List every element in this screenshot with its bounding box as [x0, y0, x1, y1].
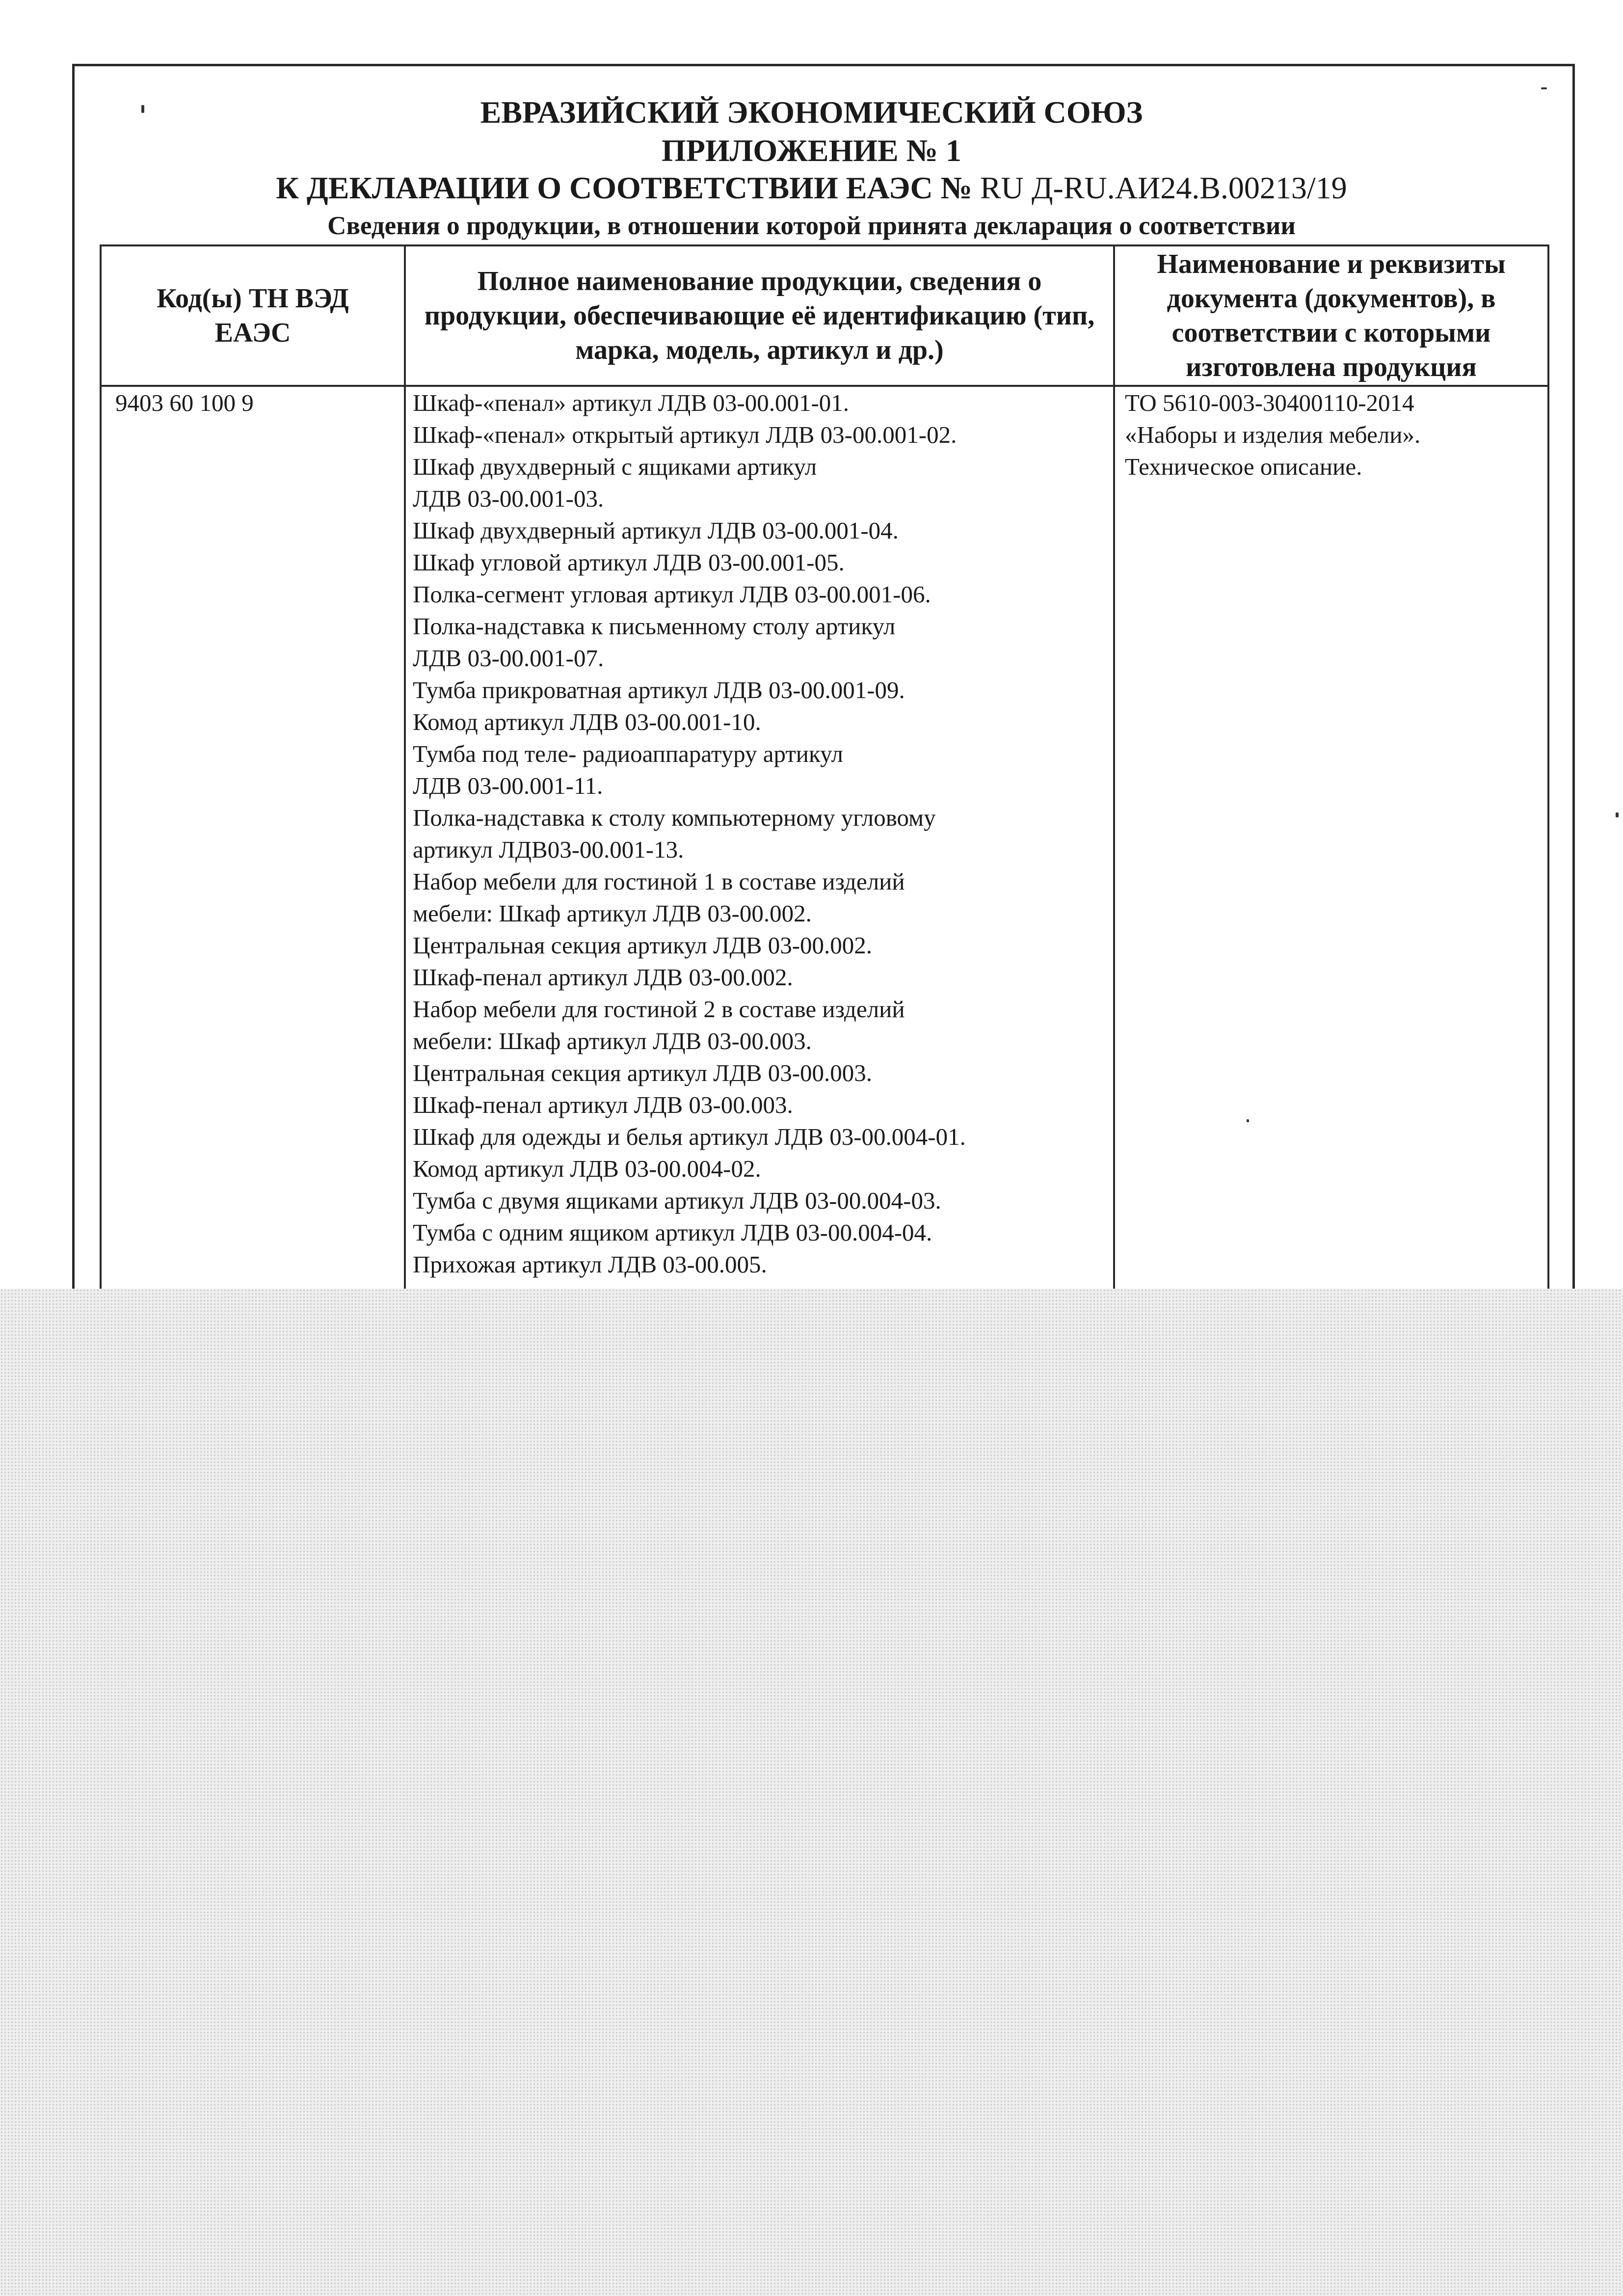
product-line: Комод артикул ЛДВ 03-00.001-10. — [413, 708, 761, 735]
product-line: ЛДВ 03-00.001-03. — [413, 485, 604, 512]
column-header-product-name: Полное наименование продукции, сведения о продукции, обеспечивающие её идентификацию (тип, марка, модель, артикул и др.) — [405, 245, 1114, 386]
product-line: Комод артикул ЛДВ 03-00.004-02. — [413, 1155, 761, 1182]
product-line: Набор мебели для гостиной 1 в составе изделий — [413, 868, 905, 895]
table-row — [101, 386, 1548, 1294]
product-line: Шкаф-«пенал» открытый артикул ЛДВ 03-00.001-02. — [413, 421, 957, 448]
product-line: Полка-надставка к письменному столу артикул — [413, 613, 896, 640]
product-line: ЛДВ 03-00.001-11. — [413, 772, 603, 799]
tnved-code-cell — [101, 386, 405, 1294]
column-header-code: Код(ы) ТН ВЭД ЕАЭС — [101, 245, 405, 386]
declaration-title — [0, 170, 1623, 206]
product-list-cell — [405, 386, 1114, 1294]
product-line: Шкаф-«пенал» артикул ЛДВ 03-00.001-01. — [413, 389, 850, 416]
tnved-code: 9403 60 100 9 — [115, 389, 254, 416]
product-line: Тумба под теле- радиоаппаратуру артикул — [413, 740, 843, 767]
scan-speck — [1541, 87, 1547, 89]
declaration-number: RU Д-RU.АИ24.В.00213/19 — [980, 170, 1347, 205]
product-line: Шкаф двухдверный артикул ЛДВ 03-00.001-04. — [413, 517, 899, 544]
product-line: Тумба с двумя ящиками артикул ЛДВ 03-00.004-03. — [413, 1187, 941, 1214]
product-line: Центральная секция артикул ЛДВ 03-00.002. — [413, 932, 873, 959]
appendix-title: ПРИЛОЖЕНИЕ № 1 — [661, 133, 962, 168]
product-line: мебели: Шкаф артикул ЛДВ 03-00.002. — [413, 900, 812, 927]
document-line: «Наборы и изделия мебели». — [1125, 421, 1421, 448]
product-line: Тумба с одним ящиком артикул ЛДВ 03-00.004-04. — [413, 1219, 932, 1246]
declaration-title-label: К ДЕКЛАРАЦИИ О СООТВЕТСТВИИ ЕАЭС № — [276, 170, 972, 205]
products-table — [100, 244, 1549, 1295]
union-title: ЕВРАЗИЙСКИЙ ЭКОНОМИЧЕСКИЙ СОЮЗ — [480, 95, 1143, 130]
product-line: Шкаф двухдверный с ящиками артикул — [413, 453, 817, 480]
product-line: Тумба прикроватная артикул ЛДВ 03-00.001-09. — [413, 676, 905, 703]
product-line: Полка-надставка к столу компьютерному угловому — [413, 804, 936, 831]
product-line: Центральная секция артикул ЛДВ 03-00.003. — [413, 1059, 873, 1086]
product-line: Прихожая артикул ЛДВ 03-00.005. — [413, 1251, 767, 1278]
product-line: Шкаф для одежды и белья артикул ЛДВ 03-00.004-01. — [413, 1123, 966, 1150]
scan-speck — [1616, 812, 1619, 817]
document-line: ТО 5610-003-30400110-2014 — [1125, 389, 1414, 416]
product-line: Набор мебели для гостиной 2 в составе изделий — [413, 996, 905, 1023]
column-header-documents: Наименование и реквизиты документа (документов), в соответствии с которыми изготовлена продукция — [1114, 245, 1548, 386]
product-line: Полка-сегмент угловая артикул ЛДВ 03-00.001-06. — [413, 581, 931, 608]
table-header-row — [101, 245, 1548, 386]
product-line: Шкаф-пенал артикул ЛДВ 03-00.003. — [413, 1091, 793, 1118]
product-line: Шкаф угловой артикул ЛДВ 03-00.001-05. — [413, 549, 845, 576]
scan-speck — [1247, 1119, 1249, 1122]
product-line: Шкаф-пенал артикул ЛДВ 03-00.002. — [413, 964, 793, 991]
documents-cell — [1114, 386, 1548, 1294]
product-line: ЛДВ 03-00.001-07. — [413, 645, 604, 672]
product-line: мебели: Шкаф артикул ЛДВ 03-00.003. — [413, 1027, 812, 1054]
product-line: артикул ЛДВ03-00.001-13. — [413, 836, 684, 863]
scan-truncation-area — [0, 1289, 1623, 2296]
products-caption: Сведения о продукции, в отношении которой принята декларация о соответствии — [327, 212, 1296, 240]
scan-speck — [141, 105, 144, 113]
document-line: Техническое описание. — [1125, 453, 1362, 480]
